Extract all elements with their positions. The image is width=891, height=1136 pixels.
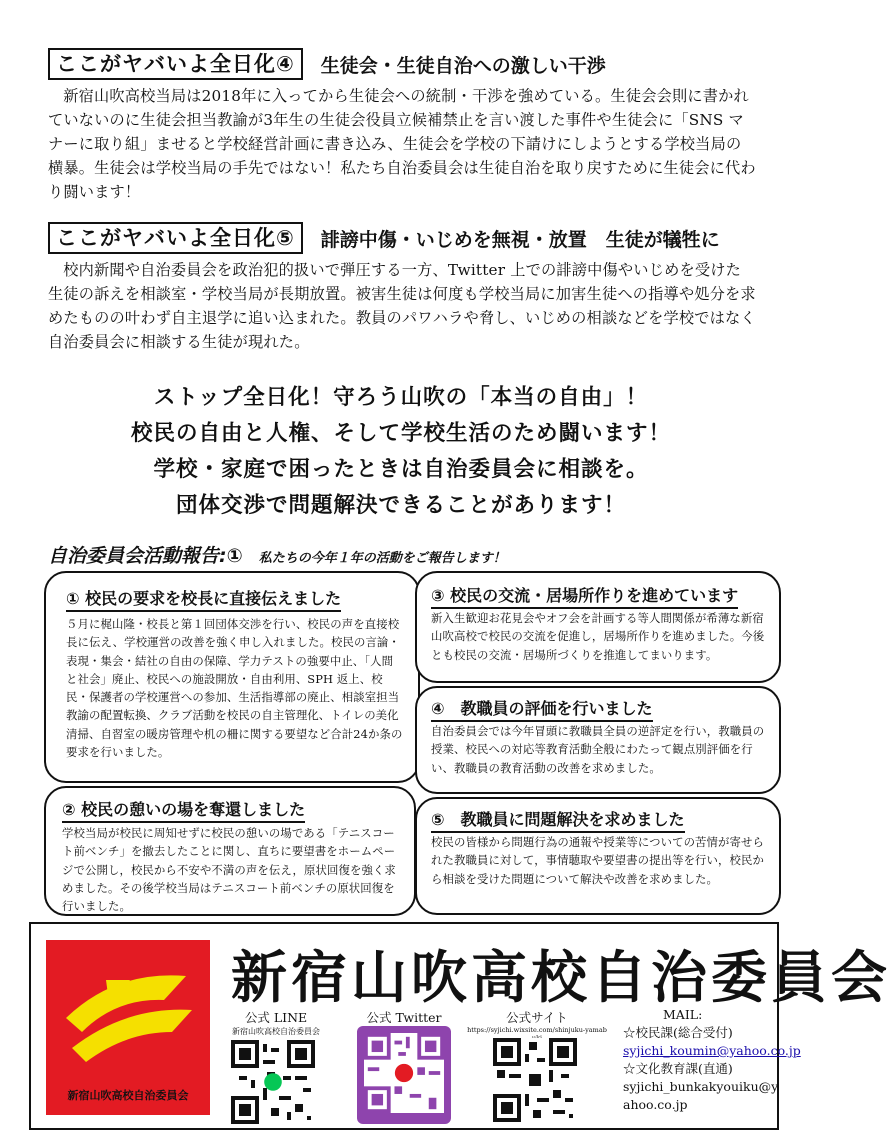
logo-caption: 新宿山吹高校自治委員会 (67, 1089, 189, 1102)
twitter-qr-code (364, 1033, 444, 1113)
report-card-1-title: ① 校民の要求を校長に直接伝えました (66, 586, 341, 612)
section4-tag: ここがヤバいよ全日化④ (48, 48, 303, 80)
site-url[interactable]: https://syjichi.wixsite.com/shinjuku-yamab (467, 1026, 607, 1034)
logo-emblem-icon (46, 940, 210, 1080)
report-header (48, 541, 506, 568)
mail-label: MAIL: (663, 1007, 703, 1022)
report-card-2 (44, 786, 416, 916)
footer-contact-box (29, 922, 891, 1130)
site-label: 公式サイト (506, 1010, 568, 1025)
section4-header (48, 48, 606, 80)
report-card-2-body: 学校当局が校民に周知せずに校民の憩いの場である「テニスコート前ベンチ」を撤去したことに関し、直ちに要望書をホームページで公開し，校民から不安や不満の声を伝え，原状回復を強く求めました。その後学校当局はテニスコート前ベンチの原状回復を行いました。 (62, 826, 396, 914)
report-card-5 (415, 797, 781, 915)
section4-body: 新宿山吹高校当局は2018年に入ってから生徒会への統制・干渉を強めている。生徒会会則に書かれていないのに生徒会担当教諭が3年生の生徒会役員立候補禁止を言い渡した事件や生徒会に「SNS マナーに取り組」ませると学校経営計画に書き込み、生徒会を学校の下請けにしようとする学校当局の横暴。生徒会は学校当局の手先ではない！私たち自治委員会は生徒自治を取り戻すために生徒会に代わり闘います！ (48, 87, 756, 201)
line-label: 公式 LINE (244, 1010, 308, 1025)
report-card-4-title: ④ 教職員の評価を行いました (431, 696, 653, 722)
twitter-qr-card[interactable] (357, 1026, 451, 1124)
site-qr-code[interactable] (493, 1038, 577, 1122)
report-card-1-body: ５月に梶山隆・校長と第１回団体交渉を行い、校民の声を直接校長に伝え、学校運営の改善を強く申し入れました。校民の言論・表現・集会・結社の自由の保障、学力テストの強要中止、「人間と社会」廃止、校民への施設開放・自由利用、SPH 返上、校民・保護者の学校運営への参加、生活指導部の廃止、相談室担当教諭の配置転換、クラブ活動を校民の自主管理化、トイレの美化清掃、自習室の暖房管理や机の柵に関する要望など合計24か条の要求を行いました。 (66, 617, 403, 760)
report-card-5-body: 校民の皆様から問題行為の通報や授業等についての苦情が寄せられた教職員に対して，事情聴取や要望書の提出等を行い，校民から相談を受けた問題について解決や改善を求めました。 (431, 835, 765, 886)
organization-name: 新宿山吹高校自治委員会 (231, 946, 891, 1011)
report-title: 自治委員会活動報告:① (48, 545, 243, 567)
slogan-line-2: 校民の自由と人権、そして学校生活のため闘います！ (130, 421, 671, 446)
report-card-3 (415, 571, 781, 683)
report-card-2-title: ② 校民の憩いの場を奪還しました (62, 797, 305, 823)
report-card-4 (415, 686, 781, 794)
mail1-label: ☆校民課(総合受付) (623, 1025, 733, 1040)
mail2-address[interactable]: syjichi_bunkakyouiku@yahoo.co.jp (623, 1079, 779, 1112)
mail1-link[interactable]: syjichi_koumin@yahoo.co.jp (623, 1043, 801, 1058)
report-card-1 (44, 571, 420, 783)
report-card-4-body: 自治委員会では今年冒頭に教職員全員の逆評定を行い，教職員の授業、校民への対応等教育活動全般にわたって観点別評価を行い、教職員の教育活動の改善を求めました。 (431, 724, 765, 775)
slogan-line-3: 学校・家庭で困ったときは自治委員会に相談を。 (153, 457, 649, 482)
mail-contacts (623, 1006, 801, 1114)
section5-body: 校内新聞や自治委員会を政治犯的扱いで弾圧する一方、Twitter 上での誹謗中傷やいじめを受けた生徒の訴えを相談室・学校当局が長期放置。被害生徒は何度も学校当局に加害生徒への指導や処分を求めたものの叶わず自主退学に追い込まれた。教員のパワハラや脅し、いじめの相談などを学校ではなく自治委員会に相談する生徒が現れた。 (48, 261, 756, 351)
twitter-label: 公式 Twitter (366, 1010, 442, 1025)
report-card-5-title: ⑤ 教職員に問題解決を求めました (431, 807, 685, 833)
section5-tag: ここがヤバいよ全日化⑤ (48, 222, 303, 254)
report-card-3-body: 新入生歓迎お花見会やオフ会を計画する等人間関係が希薄な新宿山吹高校で校民の交流を促進し，居場所作りを進めました。今後とも校民の交流・居場所づくりを推進してまいります。 (431, 611, 765, 662)
section5-title: 誹謗中傷・いじめを無視・放置 生徒が犠牲に (320, 228, 720, 251)
organization-logo (46, 940, 210, 1115)
line-qr-code[interactable] (231, 1040, 315, 1124)
line-sublabel: 新宿山吹高校自治委員会 (232, 1027, 320, 1036)
slogan-line-4: 団体交渉で問題解決できることがあります！ (175, 493, 626, 518)
report-card-3-title: ③ 校民の交流・居場所作りを進めています (431, 583, 738, 609)
section5-header (48, 222, 720, 254)
report-subtitle: 私たちの今年１年の活動をご報告します！ (258, 551, 506, 566)
slogan-line-1: ストップ全日化！守ろう山吹の「本当の自由」！ (153, 385, 649, 410)
mail2-label: ☆文化教育課(直通) (623, 1061, 733, 1076)
section4-title: 生徒会・生徒自治への激しい干渉 (320, 54, 606, 77)
